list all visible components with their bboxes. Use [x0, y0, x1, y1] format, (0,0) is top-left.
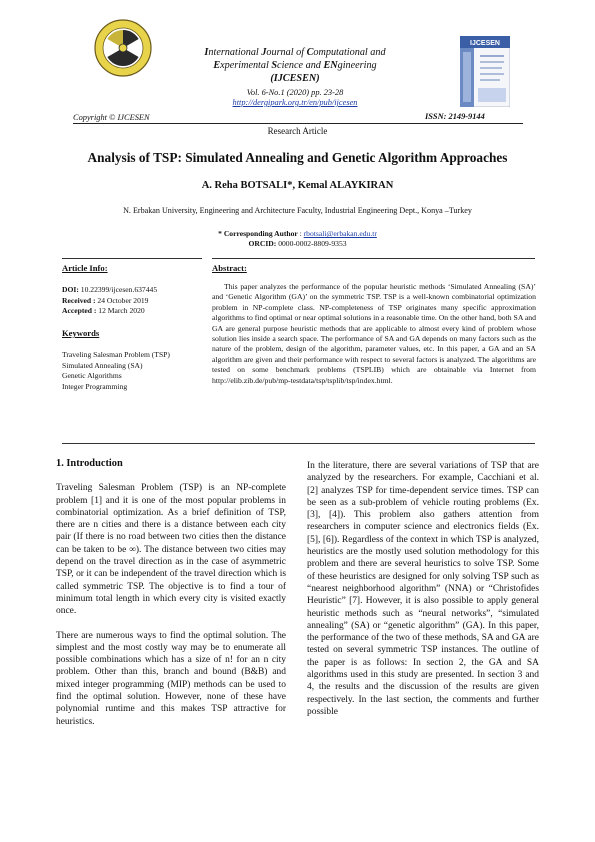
journal-volume: Vol. 6-No.1 (2020) pp. 23-28 — [246, 88, 344, 97]
author-affiliation: N. Erbakan University, Engineering and Architecture Faculty, Industrial Engineering Dept., Konya –Turkey — [123, 206, 472, 215]
keyword: Simulated Annealing (SA) — [62, 360, 143, 370]
copyright-notice: Copyright © IJCESEN — [73, 113, 150, 122]
keyword: Integer Programming — [62, 381, 128, 391]
journal-info — [175, 88, 415, 108]
journal-url-link[interactable]: http://dergipark.org.tr/en/pub/ijcesen — [232, 98, 358, 107]
corresponding-author: * Corresponding Author : rbotsali@erbakan.edu.tr — [218, 229, 377, 238]
abstract-text: This paper analyzes the performance of the popular heuristic methods ‘Simulated Annealing (SA)’ and ‘Genetic Algorithm (GA)’ on the symmetric TSP. TSP is a well-known combinatorial optimization problem in NP-complete class. NP-completeness of TSP originates many specific approximation algorithms to find optimal or near optimal solutions in a reasonable time. On the other hand, both SA and GA are general purpose heuristic methods that are applicable to almost every kind of problem whose solution lies inside a search space. The performance of SA and GA depends on many factors such as the nature of the problem, design of the algorithm, parameter values, etc. In this paper, a GA and an SA algorithm are given and their performance with respect to several factors is analyzed. The algorithms are tested on some benchmark problems (TSPLIB) which are obtainable via Internet from http://elib.zib.de/pub/mp-testdata/tsp/tsplib/tsp/index.html. — [212, 282, 536, 385]
abstract-bottom-divider — [62, 443, 535, 444]
paragraph: Traveling Salesman Problem (TSP) is an NP-complete problem [1] and it is one of the most popular problems in combinatorial optimization. As a brief definition of TSP, there are n cities and there is a distance between each city pair (If there is no road between two cities then the distance can be taken to be ∞). The distance between two cities may depend on the travel direction as in the case of asymmetric TSP, or it can be independent of the travel direction which is called symmetric TSP. The objective is to find a tour of minimum total length in which every city is visited exactly once. — [56, 483, 286, 617]
paragraph: There are numerous ways to find the optimal solution. The simplest and the most costly way may be to enumerate all possible combinations which has a size of n! for an n city problem. Other than this, branch and bound (B&B) and mixed integer programming (MIP) methods can be used to find the optimal solution. However, none of these have polynomial runtime and this makes TSP attractive for heuristics. — [56, 630, 286, 727]
doi: 10.22399/ijcesen.637445 — [78, 285, 158, 294]
info-divider-left — [62, 258, 202, 259]
cover-title: IJCESEN — [470, 40, 500, 47]
journal-name: International Journal of Computational and Experimental Science and ENgineering (IJCESEN) — [175, 46, 415, 85]
paper-title: Analysis of TSP: Simulated Annealing and Genetic Algorithm Approaches — [87, 150, 508, 165]
section-heading-introduction: 1. Introduction — [56, 458, 123, 469]
paragraph: In the literature, there are several variations of TSP that are analyzed by the researchers. For example, Cacchiani et al. [2] analyzes TSP for time-dependent service times. TSP can be seen as a sub-problem of vehicle routing problems (Ex. [3], [4]). This problem also gathers attention from researchers in computer science and electronics fields (Ex. [5], [6]). Regardless of the context in which TSP is analyzed, heuristics are the mostly used solution methodology for this problem and there are several heuristics to solve TSP. Some of these heuristics are designed for only solving TSP such as “nearest neighborhood algorithm” (NNA) or “Christofides Heuristic” [7]. However, it is also possible to apply general heuristic methods such as “neural networks”, “simulated annealing” (SA) or “genetic algorithm” (GA). In this paper, the performance of the two of these methods, SA and GA are tested on several symmetric TSP instances. The outline of the paper is as follows: In section 2, the GA and SA algorithms used in this study are presented. In section 3 and 4, the results and the discussion of the results are given respectively. In the last section, the comments and further possible — [307, 461, 539, 717]
journal-cover-image — [460, 36, 510, 107]
body-column-right — [307, 460, 539, 718]
info-divider-right — [212, 258, 535, 259]
orcid: ORCID: 0000-0002-8809-9353 — [248, 239, 347, 248]
article-type: Research Article — [267, 126, 328, 136]
accepted-date: 12 March 2020 — [96, 306, 145, 315]
article-info: DOI: 10.22399/ijcesen.637445 Received : 24 October 2019 Accepted : 12 March 2020 — [62, 285, 158, 315]
keyword: Traveling Salesman Problem (TSP) — [62, 350, 170, 359]
abstract-heading: Abstract: — [212, 263, 247, 273]
journal-emblem-logo — [93, 18, 153, 78]
issn: ISSN: 2149-9144 — [425, 112, 485, 121]
keyword: Genetic Algorithms — [62, 371, 122, 380]
article-info-heading: Article Info: — [62, 263, 108, 273]
keywords-list — [62, 350, 170, 392]
body-column-left — [56, 458, 286, 728]
journal-abbrev: (IJCESEN) — [270, 73, 320, 84]
header-divider — [73, 123, 523, 124]
paper-authors: A. Reha BOTSALI*, Kemal ALAYKIRAN — [201, 180, 394, 191]
received-date: 24 October 2019 — [95, 295, 149, 305]
corresponding-email-link[interactable]: rbotsali@erbakan.edu.tr — [303, 229, 377, 238]
keywords-heading: Keywords — [62, 328, 100, 338]
